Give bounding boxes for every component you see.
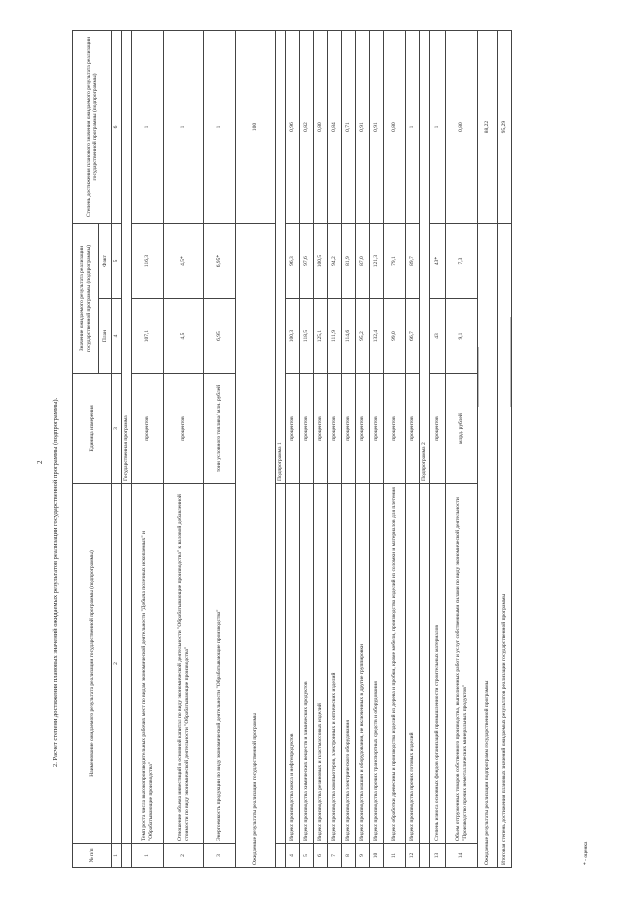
row-degree: 0,91 — [370, 31, 384, 224]
table-row — [342, 31, 356, 868]
row-name: Отношение объема инвестиций в основной капитал по виду экономической деятельности "Обрабатывающие производства" к валовой добавленной стоимости по виду экономической деятельности "Обрабатывающие производства" — [164, 484, 204, 844]
row-unit: процентов — [132, 374, 164, 484]
row-number: 7 — [328, 844, 342, 868]
row-fact: 89,7 — [406, 224, 420, 299]
divider — [478, 347, 479, 407]
table-row — [356, 31, 370, 868]
row-number: 5 — [300, 844, 314, 868]
table-row — [406, 31, 420, 868]
row-number: 11 — [384, 844, 406, 868]
summary-label: Ожидаемые результаты реализации подпрограмм государственной программы — [478, 224, 498, 868]
row-plan: 66,7 — [406, 299, 420, 374]
row-fact: 7,3 — [446, 224, 478, 299]
row-plan: 118,5 — [300, 299, 314, 374]
row-number: 1 — [132, 844, 164, 868]
row-unit: процентов — [356, 374, 370, 484]
row-name: Индекс обработки древесины и производства изделий из дерева и пробки, кроме мебели, производства изделий из соломки и материалов для плетения — [384, 484, 406, 844]
col-number: 2 — [112, 484, 122, 844]
row-plan: 4,5 — [164, 299, 204, 374]
row-name: Индекс производства резиновых и пластмассовых изделий — [314, 484, 328, 844]
col-number: 1 — [112, 844, 122, 868]
col-number: 5 — [112, 224, 122, 299]
row-name: Энергоемкость продукции по виду экономической деятельности "Обрабатывающие производства" — [204, 484, 236, 844]
row-plan: 6,95 — [204, 299, 236, 374]
row-number: 10 — [370, 844, 384, 868]
row-name: Индекс производства химических веществ и химических продуктов — [300, 484, 314, 844]
footnote: * - оценка — [583, 841, 589, 865]
col-number: 3 — [112, 374, 122, 484]
summary-degree: 88,22 — [478, 31, 498, 224]
table-row — [132, 31, 164, 868]
row-plan: 114,6 — [342, 299, 356, 374]
table-row — [204, 31, 236, 868]
row-unit: млрд. рублей — [446, 374, 478, 484]
summary-label: Итоговая степень достижения плановых значений ожидаемых результатов реализации государственной программы — [498, 224, 512, 868]
row-degree: 0,96 — [286, 31, 300, 224]
row-name: Объем отгруженных товаров собственного производства, выполненных работ и услуг собственными силами по виду экономической деятельности "Производство прочих неметаллических минеральных продуктов" — [446, 484, 478, 844]
table-row — [300, 31, 314, 868]
header-value-group: Значение ожидаемого результата реализации государственной программы (подпрограммы) — [73, 224, 99, 374]
row-degree: 0,71 — [342, 31, 356, 224]
row-number: 4 — [286, 844, 300, 868]
col-number: 4 — [112, 299, 122, 374]
col-number: 6 — [112, 31, 122, 224]
table-row — [314, 31, 328, 868]
row-unit: процентов — [406, 374, 420, 484]
header-unit: Единица измерения — [73, 374, 112, 484]
header-plan: План — [99, 299, 112, 374]
section-heading: Подпрограмма 2 — [420, 31, 430, 484]
row-plan: 43 — [430, 299, 446, 374]
row-plan: 9,1 — [446, 299, 478, 374]
row-number: 8 — [342, 844, 356, 868]
row-degree: 1 — [164, 31, 204, 224]
row-name: Индекс производства компьютеров, электронных и оптических изделий — [328, 484, 342, 844]
row-plan: 95,2 — [356, 299, 370, 374]
summary-degree: 100 — [236, 31, 276, 224]
row-fact: 81,9 — [342, 224, 356, 299]
row-fact: 79,1 — [384, 224, 406, 299]
row-degree: 0,91 — [356, 31, 370, 224]
rotated-content — [36, 17, 600, 887]
row-plan: 132,4 — [370, 299, 384, 374]
row-unit: процентов — [314, 374, 328, 484]
row-plan: 111,9 — [328, 299, 342, 374]
table-row — [384, 31, 406, 868]
row-fact: 6,95* — [204, 224, 236, 299]
row-name: Степень износа основных фондов организаций промышленности строительных материалов — [430, 484, 446, 844]
summary-label: Ожидаемые результаты реализации государственной программы — [236, 224, 276, 868]
summary-row — [478, 31, 498, 868]
row-number: 2 — [164, 844, 204, 868]
row-degree: 0,82 — [300, 31, 314, 224]
row-name: Индекс производства кокса и нефтепродуктов — [286, 484, 300, 844]
row-plan: 100,3 — [286, 299, 300, 374]
row-name: Темп роста числа высокопроизводительных рабочих мест по видам экономической деятельности "Добыча полезных ископаемых" и "Обрабатывающие производства" — [132, 484, 164, 844]
row-unit: процентов — [430, 374, 446, 484]
summary-row — [236, 31, 276, 868]
row-fact: 96,3 — [286, 224, 300, 299]
table-row — [430, 31, 446, 868]
row-number: 14 — [446, 844, 478, 868]
row-degree: 0,80 — [446, 31, 478, 224]
row-degree: 0,84 — [328, 31, 342, 224]
row-degree: 1 — [406, 31, 420, 224]
table-row — [370, 31, 384, 868]
header-no: № п/п — [73, 844, 112, 868]
row-plan: 125,1 — [314, 299, 328, 374]
row-degree: 0,80 — [384, 31, 406, 224]
row-unit: процентов — [342, 374, 356, 484]
table-row — [446, 31, 478, 868]
row-degree: 1 — [204, 31, 236, 224]
row-fact: 97,6 — [300, 224, 314, 299]
row-unit: процентов — [370, 374, 384, 484]
row-unit: процентов — [164, 374, 204, 484]
row-number: 3 — [204, 844, 236, 868]
row-fact: 116,3 — [132, 224, 164, 299]
row-unit: процентов — [384, 374, 406, 484]
divider — [510, 317, 511, 407]
header-name: Наименование ожидаемого результата реализации государственной программы (подпрограммы) — [73, 484, 112, 844]
row-fact: 43* — [430, 224, 446, 299]
section-heading: Государственная программа — [122, 31, 132, 484]
row-fact: 4,5* — [164, 224, 204, 299]
row-degree: 1 — [132, 31, 164, 224]
row-degree: 1 — [430, 31, 446, 224]
row-name: Индекс производства электрического оборудования — [342, 484, 356, 844]
page-number: 2 — [36, 460, 44, 464]
row-fact: 94,2 — [328, 224, 342, 299]
row-name: Индекс производства прочих готовых изделий — [406, 484, 420, 844]
row-plan: 107,1 — [132, 299, 164, 374]
row-number: 12 — [406, 844, 420, 868]
table-caption: 2. Расчет степени достижения плановых значений ожидаемых результатов реализации государственной программы (подпрограммы). — [52, 397, 59, 767]
section-heading: Подпрограмма 1 — [276, 31, 286, 484]
row-plan: 99,0 — [384, 299, 406, 374]
table-row — [164, 31, 204, 868]
row-number: 9 — [356, 844, 370, 868]
row-fact: 87,0 — [356, 224, 370, 299]
row-degree: 0,80 — [314, 31, 328, 224]
header-fact: Факт — [99, 224, 112, 299]
row-unit: тонн условного топлива/ млн. рублей — [204, 374, 236, 484]
row-number: 13 — [430, 844, 446, 868]
results-table — [72, 30, 512, 868]
row-name: Индекс производства прочих транспортных средств и оборудования — [370, 484, 384, 844]
table-row — [328, 31, 342, 868]
row-name: Индекс производства машин и оборудования, не включенных в другие группировки — [356, 484, 370, 844]
row-unit: процентов — [328, 374, 342, 484]
row-unit: процентов — [286, 374, 300, 484]
row-unit: процентов — [300, 374, 314, 484]
row-fact: 121,3 — [370, 224, 384, 299]
row-number: 6 — [314, 844, 328, 868]
row-fact: 100,5 — [314, 224, 328, 299]
summary-row — [498, 31, 512, 868]
header-degree: Степень достижения планового значения ожидаемого результата реализации государственной программы (подпрограммы) — [73, 31, 112, 224]
summary-degree: 95,29 — [498, 31, 512, 224]
table-row — [286, 31, 300, 868]
